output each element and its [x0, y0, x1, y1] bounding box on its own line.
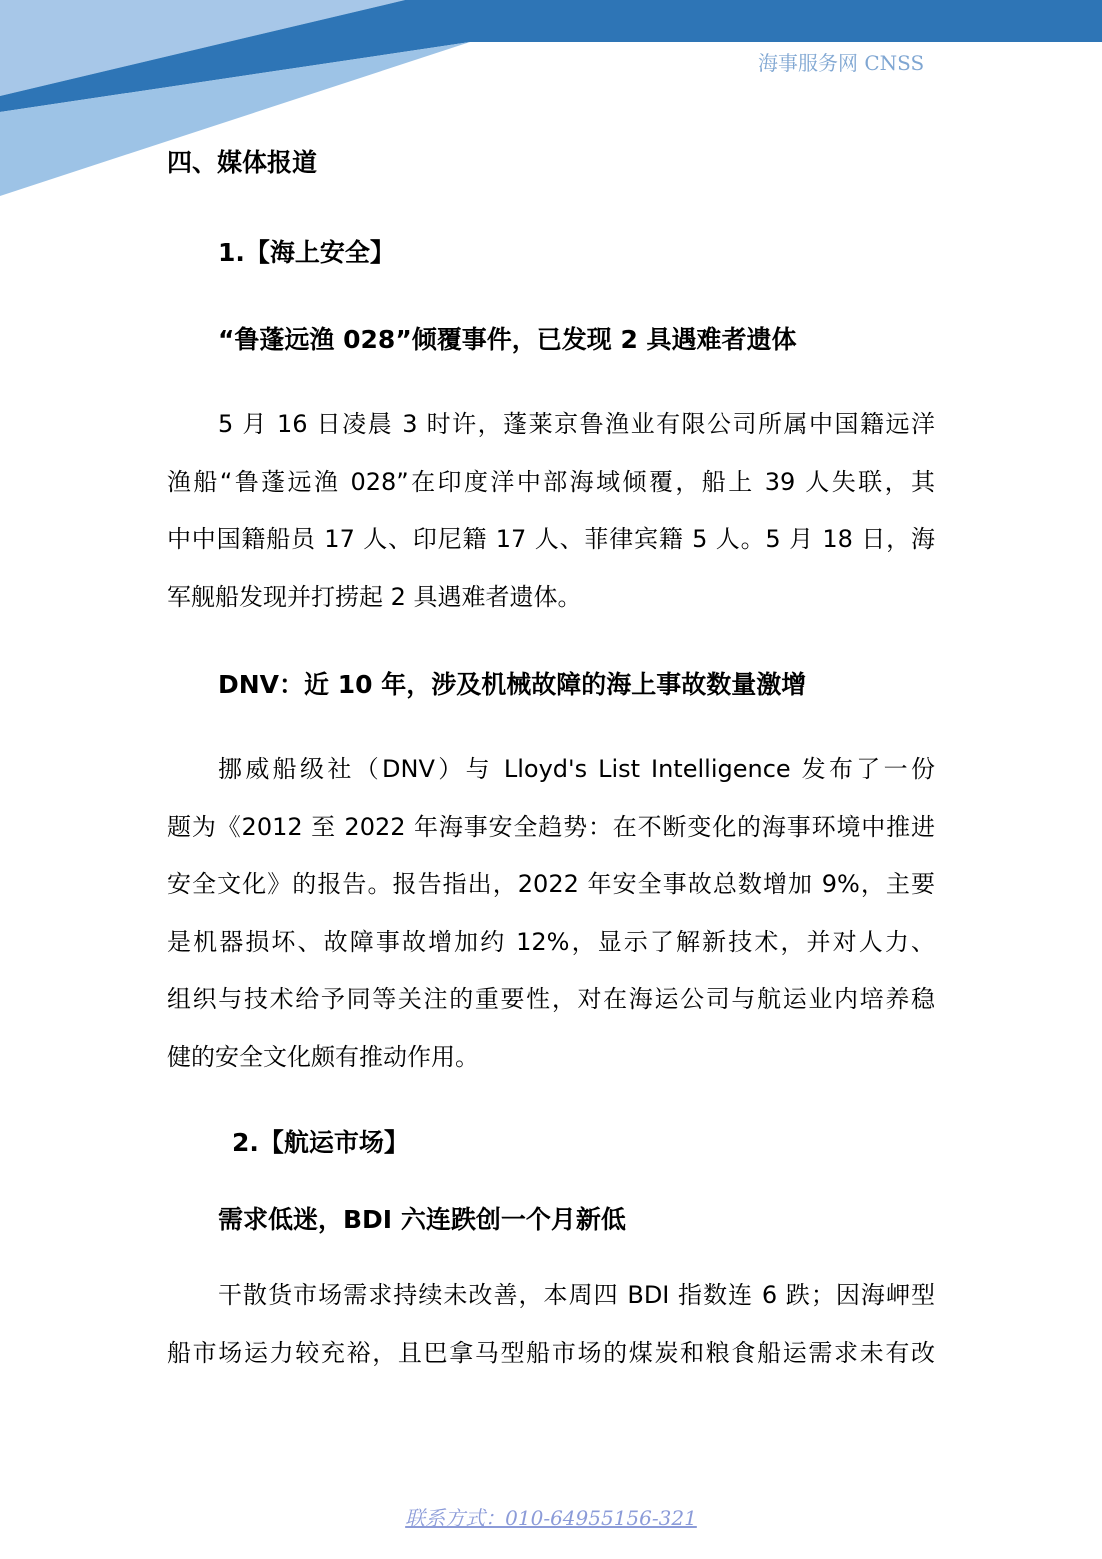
article-2-line: 题为《2012 至 2022 年海事安全趋势：在不断变化的海事环境中推进 — [167, 812, 935, 841]
article-2-line: 挪威船级社（DNV）与 Lloyd's List Intelligence 发布了一份 — [218, 755, 935, 783]
article-3-body — [167, 1267, 935, 1382]
article-1-line: 渔船“鲁蓬远渔 028”在印度洋中部海域倾覆，船上 39 人失联，其 — [167, 467, 935, 496]
section-heading: 四、媒体报道 — [167, 148, 318, 177]
article-2-line: 是机器损坏、故障事故增加约 12%，显示了解新技术，并对人力、 — [167, 927, 935, 956]
article-3-title: 需求低迷，BDI 六连跌创一个月新低 — [218, 1205, 626, 1234]
header-banner — [0, 0, 1102, 200]
article-2-body — [167, 741, 935, 1087]
contact-link[interactable]: 联系方式：010-64955156-321 — [405, 1506, 697, 1530]
article-3-line: 船市场运力较充裕，且巴拿马型船市场的煤炭和粮食船运需求未有改 — [167, 1338, 935, 1367]
article-1-line: 中中国籍船员 17 人、印尼籍 17 人、菲律宾籍 5 人。5 月 18 日，海 — [167, 525, 935, 554]
article-1-title: “鲁蓬远渔 028”倾覆事件，已发现 2 具遇难者遗体 — [218, 325, 797, 354]
site-name: 海事服务网 CNSS — [758, 51, 925, 75]
article-2-line: 组织与技术给予同等关注的重要性，对在海运公司与航运业内培养稳 — [167, 985, 935, 1014]
article-2-title: DNV：近 10 年，涉及机械故障的海上事故数量激增 — [218, 670, 807, 699]
article-1-line: 军舰船发现并打捞起 2 具遇难者遗体。 — [167, 582, 582, 611]
page-footer — [0, 1504, 1102, 1532]
category-heading-maritime-safety: 1.【海上安全】 — [218, 238, 395, 267]
category-heading-shipping-market: 2.【航运市场】 — [232, 1128, 409, 1157]
article-1-line: 5 月 16 日凌晨 3 时许，蓬莱京鲁渔业有限公司所属中国籍远洋 — [218, 410, 935, 438]
article-1-body — [167, 396, 935, 626]
article-3-line: 干散货市场需求持续未改善，本周四 BDI 指数连 6 跌；因海岬型 — [218, 1281, 935, 1309]
article-2-line: 健的安全文化颇有推动作用。 — [167, 1042, 479, 1071]
article-2-line: 安全文化》的报告。报告指出，2022 年安全事故总数增加 9%，主要 — [167, 870, 935, 899]
